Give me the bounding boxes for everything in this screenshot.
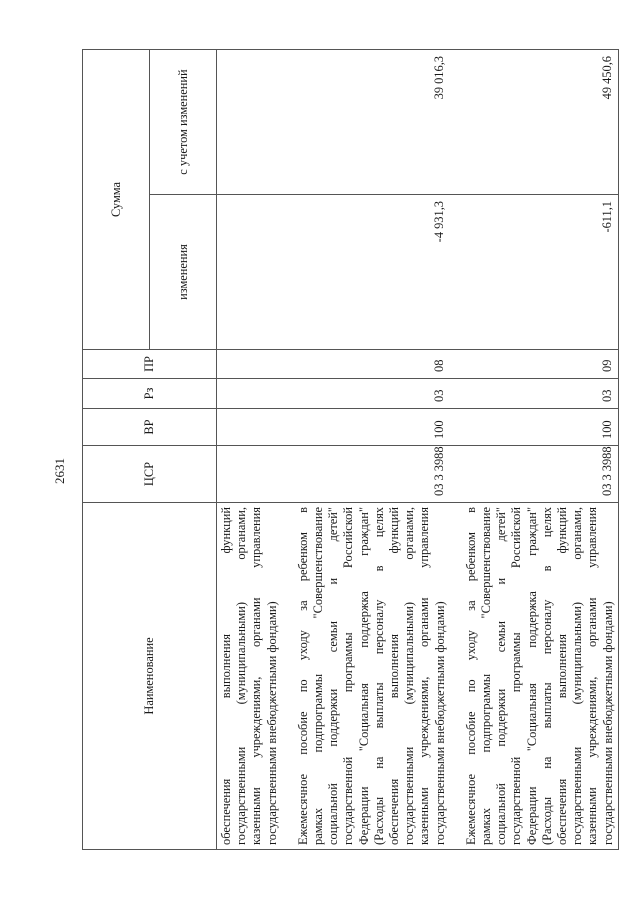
row-pr [217, 350, 282, 379]
row-pr: 08 [282, 350, 450, 379]
row-pr: 09 [450, 350, 619, 379]
budget-table [82, 49, 619, 850]
row-total: 49 450,6 [450, 50, 619, 195]
row-name [282, 503, 450, 850]
header-csr: ЦСР [83, 446, 217, 503]
name-line: рамках подпрограммы "Совершенствование [479, 507, 494, 845]
header-vr: ВР [83, 409, 217, 446]
name-line: Ежемесячное пособие по уходу за ребенком в [463, 507, 478, 845]
row-total: 39 016,3 [282, 50, 450, 195]
row-vr: 100 [450, 409, 619, 446]
row-name [450, 503, 619, 850]
header-rz: Рз [83, 379, 217, 409]
name-line: Ежемесячное пособие по уходу за ребенком в [295, 507, 310, 845]
header-name: Наименование [83, 503, 217, 850]
name-line: государственными (муниципальными) органами, [402, 507, 417, 845]
name-line: обеспечения выполнения функций [555, 507, 570, 845]
row-name [217, 503, 282, 850]
name-line: социальной поддержки семьи и детей" [494, 507, 509, 845]
page-number: 2631 [52, 458, 67, 484]
row-change: -4 931,3 [282, 195, 450, 350]
name-line: государственной программы Российской [509, 507, 524, 845]
row-vr: 100 [282, 409, 450, 446]
name-line: государственными внебюджетными фондами) [432, 601, 447, 845]
name-line: (Расходы на выплаты персоналу в целях [371, 507, 386, 845]
name-line: государственными (муниципальными) органами, [234, 507, 249, 845]
row-csr: 03 3 3988 [450, 446, 619, 503]
row-rz [217, 379, 282, 409]
name-line: казенными учреждениями, органами управления [249, 507, 264, 845]
table-row [282, 50, 450, 850]
header-changes: изменения [150, 195, 217, 350]
header-pr: ПР [83, 350, 217, 379]
row-csr: 03 3 3988 [282, 446, 450, 503]
name-line: государственной программы Российской [341, 507, 356, 845]
name-line: Федерации "Социальная поддержка граждан" [524, 507, 539, 845]
row-vr [217, 409, 282, 446]
name-line: (Расходы на выплаты персоналу в целях [539, 507, 554, 845]
name-line: рамках подпрограммы "Совершенствование [311, 507, 326, 845]
table-row [450, 50, 619, 850]
row-change: -611,1 [450, 195, 619, 350]
row-rz: 03 [450, 379, 619, 409]
name-line: государственными внебюджетными фондами) [600, 601, 615, 845]
name-line: обеспечения выполнения функций [387, 507, 402, 845]
row-rz: 03 [282, 379, 450, 409]
name-line: обеспечения выполнения функций [219, 507, 233, 845]
name-line: Федерации "Социальная поддержка граждан" [356, 507, 371, 845]
row-change [217, 195, 282, 350]
name-line: государственными (муниципальными) органами, [570, 507, 585, 845]
table-row [217, 50, 282, 850]
row-csr [217, 446, 282, 503]
name-line: социальной поддержки семьи и детей" [326, 507, 341, 845]
row-total [217, 50, 282, 195]
header-sum: Сумма [83, 50, 150, 350]
rotated-budget-table-container [82, 50, 615, 850]
name-line: казенными учреждениями, органами управления [585, 507, 600, 845]
header-with-changes: с учетом изменений [150, 50, 217, 195]
name-line: казенными учреждениями, органами управления [417, 507, 432, 845]
name-line: государственными внебюджетными фондами) [264, 601, 279, 845]
